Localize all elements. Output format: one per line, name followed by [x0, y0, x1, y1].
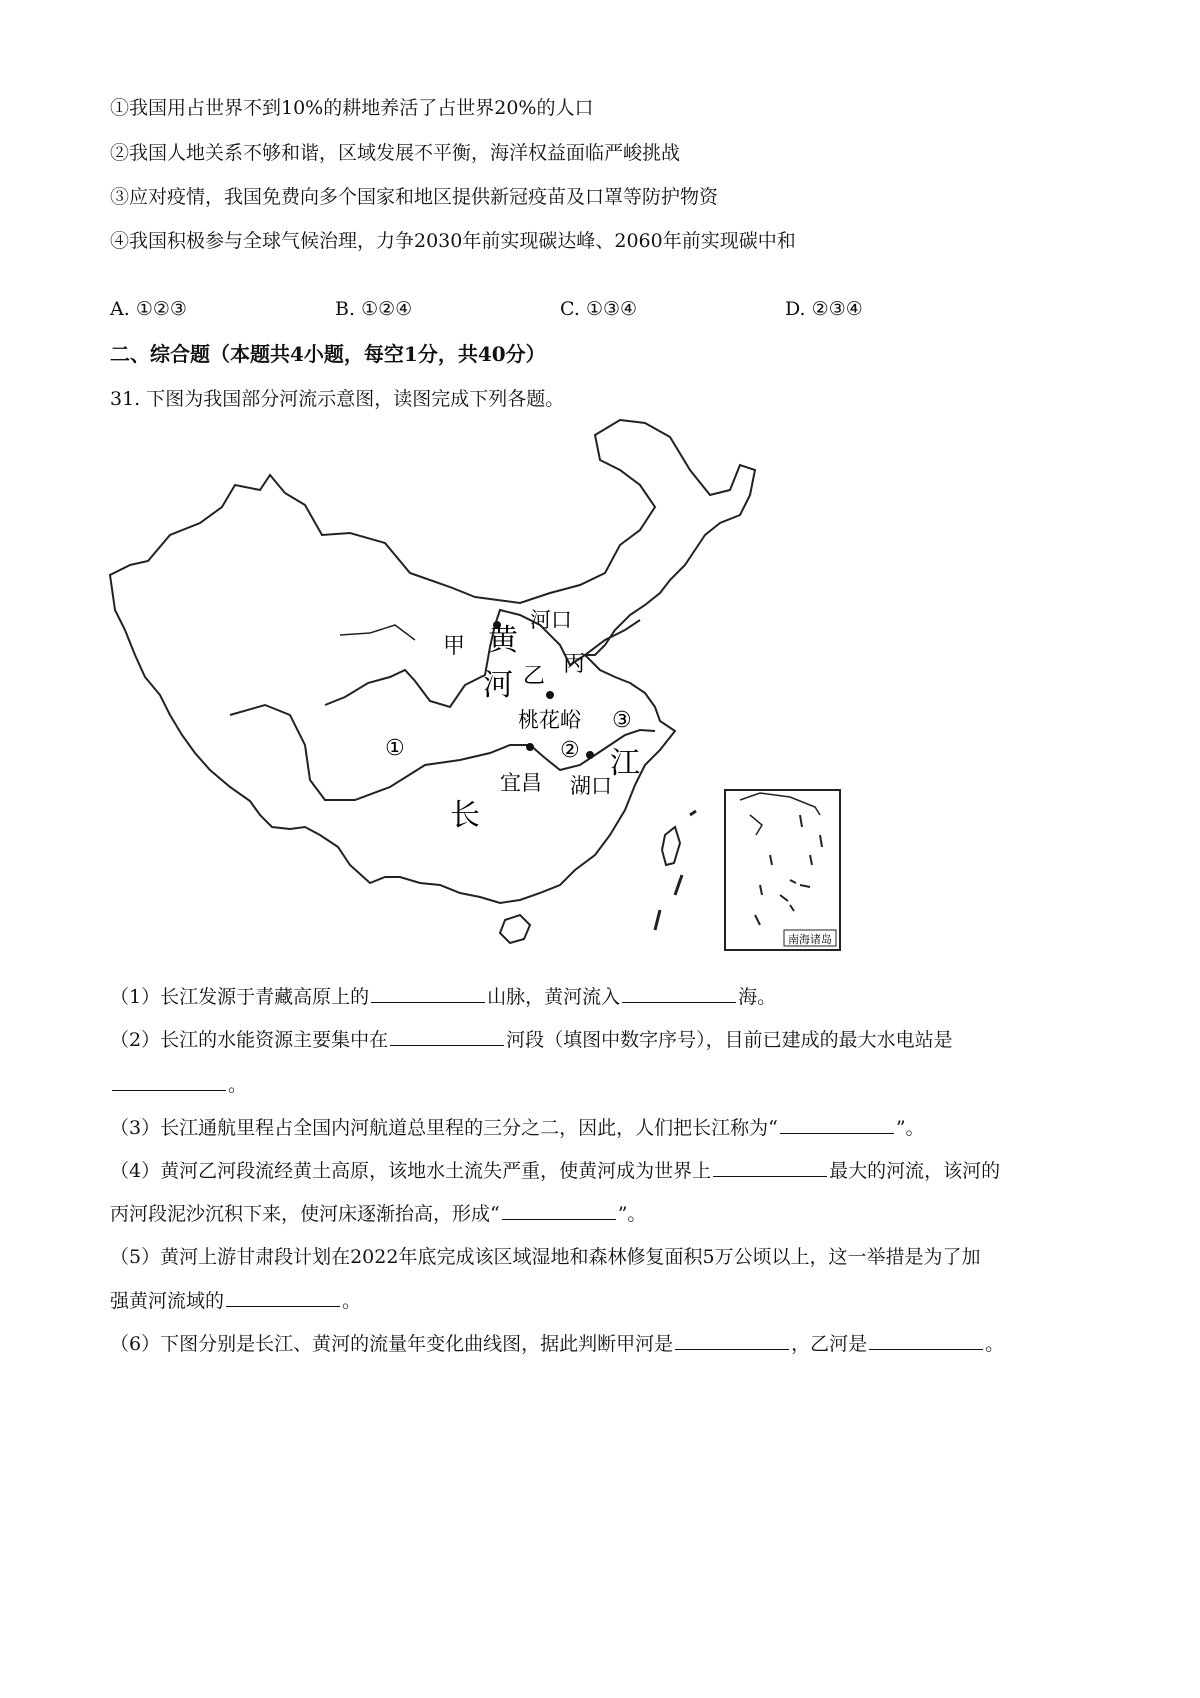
inset-island-dashes [755, 815, 822, 925]
q2-text-c: 。 [228, 1074, 248, 1096]
q5-text-a: （5）黄河上游甘肃段计划在2022年底完成该区域湿地和森林修复面积5万公顷以上，这一举措是为了加 [110, 1246, 981, 1268]
statement-1: ①我国用占世界不到10%的耕地养活了占世界20%的人口 [110, 97, 594, 119]
q4-text-c: 丙河段泥沙沉积下来，使河床逐渐抬高，形成“ [110, 1203, 500, 1225]
label-taohuayu: 桃花峪 [518, 708, 581, 732]
choice-label: A. [110, 298, 130, 320]
q1-blank-2[interactable] [622, 984, 736, 1003]
q1-text-b: 山脉，黄河流入 [487, 986, 621, 1008]
taiwan-island [662, 827, 680, 865]
q6-blank-1[interactable] [675, 1331, 789, 1350]
q5-text-c: 。 [342, 1290, 362, 1312]
choice-label: D. [785, 298, 806, 320]
q1-text-a: （1）长江发源于青藏高原上的 [110, 986, 370, 1008]
label-n2: ② [560, 738, 580, 763]
label-yichang: 宜昌 [500, 771, 542, 795]
question-4-cont [110, 1201, 646, 1227]
taohuayu-point [546, 691, 554, 699]
section-heading: 二、综合题（本题共4小题，每空1分，共40分） [110, 342, 546, 366]
choice-a[interactable] [110, 296, 187, 322]
label-hukou: 湖口 [570, 774, 612, 798]
label-he: 河 [483, 668, 513, 703]
question-5 [110, 1244, 981, 1270]
q2-text-a: （2）长江的水能资源主要集中在 [110, 1029, 389, 1051]
label-hekou: 河口 [530, 608, 572, 632]
label-n1: ① [385, 736, 405, 761]
statement-2: ②我国人地关系不够和谐，区域发展不平衡，海洋权益面临严峻挑战 [110, 142, 681, 164]
hukou-point [586, 751, 594, 759]
china-river-map [100, 415, 860, 965]
q4-blank-2[interactable] [502, 1201, 616, 1220]
label-jia: 甲 [443, 634, 466, 659]
label-n3: ③ [612, 708, 632, 733]
label-bing: 丙 [563, 652, 586, 677]
question-2 [110, 1027, 953, 1053]
choice-b[interactable] [335, 296, 412, 322]
hainan-island [500, 915, 530, 943]
question-4 [110, 1158, 1000, 1184]
label-huang: 黄 [488, 623, 518, 658]
q6-text-c: 。 [985, 1333, 1005, 1355]
q5-blank-1[interactable] [226, 1288, 340, 1307]
q2-blank-1[interactable] [390, 1027, 504, 1046]
yangtze-tributary [340, 625, 415, 640]
question-5-cont [110, 1288, 361, 1314]
label-chang: 长 [450, 798, 480, 833]
q3-blank-1[interactable] [780, 1115, 894, 1134]
q2-text-b: 河段（填图中数字序号），目前已建成的最大水电站是 [506, 1029, 953, 1051]
q1-text-c: 海。 [738, 986, 777, 1008]
inset-label: 南海诸岛 [788, 933, 832, 946]
q6-text-b: ，乙河是 [791, 1333, 868, 1355]
choice-d[interactable] [785, 296, 863, 322]
choice-text: ①②③ [135, 298, 187, 320]
q4-text-a: （4）黄河乙河段流经黄土高原，该地水土流失严重，使黄河成为世界上 [110, 1160, 712, 1182]
question-intro: 31. 下图为我国部分河流示意图，读图完成下列各题。 [110, 388, 565, 410]
question-3 [110, 1115, 925, 1141]
question-1 [110, 984, 776, 1010]
q3-text-b: ”。 [895, 1117, 925, 1139]
question-6 [110, 1331, 1004, 1357]
q6-blank-2[interactable] [869, 1331, 983, 1350]
choice-text: ②③④ [811, 298, 863, 320]
choice-label: C. [560, 298, 580, 320]
question-2-cont [110, 1072, 247, 1098]
q5-text-b: 强黄河流域的 [110, 1290, 225, 1312]
statement-3: ③应对疫情，我国免费向多个国家和地区提供新冠疫苗及口罩等防护物资 [110, 186, 719, 208]
china-outline [110, 420, 755, 903]
south-china-sea-inset [725, 790, 840, 950]
q4-text-d: ”。 [617, 1203, 647, 1225]
q1-blank-1[interactable] [371, 984, 485, 1003]
choice-c[interactable] [560, 296, 637, 322]
q4-text-b: 最大的河流，该河的 [829, 1160, 1001, 1182]
statement-4: ④我国积极参与全球气候治理，力争2030年前实现碳达峰、2060年前实现碳中和 [110, 230, 796, 252]
label-yi: 乙 [523, 664, 546, 689]
yichang-point [526, 743, 534, 751]
q2-blank-2[interactable] [112, 1072, 226, 1091]
q3-text-a: （3）长江通航里程占全国内河航道总里程的三分之二，因此，人们把长江称为“ [110, 1117, 778, 1139]
q4-blank-1[interactable] [713, 1158, 827, 1177]
choice-text: ①②④ [361, 298, 413, 320]
q6-text-a: （6）下图分别是长江、黄河的流量年变化曲线图，据此判断甲河是 [110, 1333, 674, 1355]
label-jiang: 江 [610, 746, 640, 781]
inset-coast [740, 793, 820, 835]
choice-label: B. [335, 298, 356, 320]
choice-text: ①③④ [585, 298, 638, 320]
